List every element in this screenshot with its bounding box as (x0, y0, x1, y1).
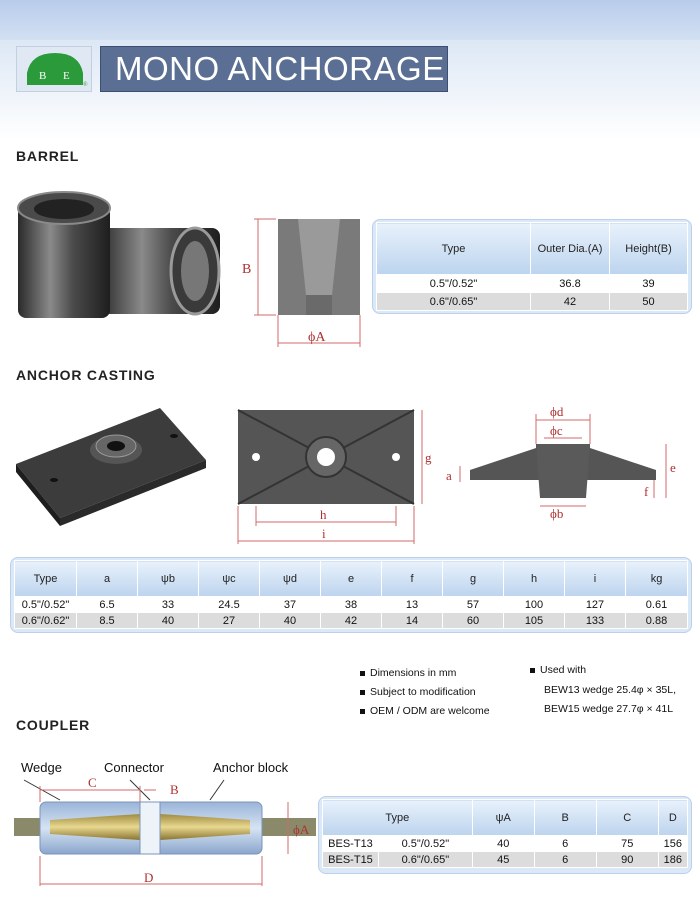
table-cell: 60 (443, 613, 504, 629)
callout-anchor-block: Anchor block (213, 760, 289, 775)
note-item: Subject to modification (360, 686, 476, 698)
table-cell: 37 (260, 597, 321, 613)
table-cell: 6.5 (77, 597, 138, 613)
table-cell: 45 (472, 852, 534, 868)
callout-wedge: Wedge (21, 760, 62, 775)
used-with-line: BEW15 wedge 27.7φ × 41L (544, 703, 674, 715)
table-cell: 0.88 (626, 613, 688, 629)
table-header: kg (626, 561, 688, 597)
table-cell: BES-T13 (323, 836, 379, 852)
casting-dim-e: e (670, 460, 676, 475)
table-row (15, 597, 688, 613)
table-header: C (596, 800, 658, 836)
table-cell: 40 (472, 836, 534, 852)
table-row (377, 293, 688, 311)
barrel-section-title: BARREL (16, 148, 80, 164)
table-cell: 0.6"/0.65" (377, 293, 531, 311)
logo-letter-b: B (39, 70, 47, 82)
barrel-photo (10, 188, 235, 328)
table-header: Type (377, 223, 531, 275)
table-cell: 57 (443, 597, 504, 613)
used-with-title: Used with (530, 664, 586, 676)
table-row (323, 836, 688, 852)
table-header: Outer Dia.(A) (531, 223, 610, 275)
table-header: a (77, 561, 138, 597)
table-header: D (658, 800, 687, 836)
table-header: ψd (260, 561, 321, 597)
table-cell: 0.6"/0.65" (379, 852, 473, 868)
barrel-section-drawing (236, 215, 366, 355)
table-header: ψc (199, 561, 260, 597)
logo-reg-mark: ® (83, 82, 88, 88)
table-header: Type (15, 561, 77, 597)
casting-dim-b: ϕb (550, 506, 564, 521)
table-cell: 90 (596, 852, 658, 868)
coupler-dim-a: ϕA (293, 822, 310, 837)
barrel-spec-table (376, 222, 688, 311)
table-cell: 40 (138, 613, 199, 629)
table-header: Type (323, 800, 473, 836)
page-title-box (100, 46, 448, 92)
table-row (377, 275, 688, 293)
table-cell: 36.8 (531, 275, 610, 293)
casting-dim-c: ϕc (550, 423, 563, 438)
note-item: OEM / ODM are welcome (360, 705, 490, 717)
table-cell: 38 (321, 597, 382, 613)
coupler-dim-c: C (88, 776, 97, 790)
table-cell: 0.6"/0.62" (15, 613, 77, 629)
logo-letter-e: E (63, 70, 70, 82)
table-cell: 39 (610, 275, 688, 293)
table-cell: 33 (138, 597, 199, 613)
table-row (15, 613, 688, 629)
table-cell: 0.61 (626, 597, 688, 613)
table-cell: 133 (565, 613, 626, 629)
anchor-casting-top-view (234, 406, 434, 546)
table-cell: 42 (531, 293, 610, 311)
table-header: g (443, 561, 504, 597)
table-header: i (565, 561, 626, 597)
casting-dim-h: h (320, 507, 327, 522)
table-cell: 6 (534, 836, 596, 852)
table-cell: 14 (382, 613, 443, 629)
barrel-dim-b: B (242, 262, 252, 277)
table-cell: 13 (382, 597, 443, 613)
used-with-line: BEW13 wedge 25.4φ × 35L, (544, 684, 677, 696)
casting-dim-d: ϕd (550, 404, 564, 419)
coupler-dim-b: B (170, 782, 179, 797)
table-cell: 156 (658, 836, 687, 852)
callout-connector: Connector (104, 760, 164, 775)
coupler-section-title: COUPLER (16, 717, 91, 733)
casting-dim-i: i (322, 526, 326, 541)
table-cell: 42 (321, 613, 382, 629)
table-cell: 105 (504, 613, 565, 629)
table-cell: 75 (596, 836, 658, 852)
table-header: Height(B) (610, 223, 688, 275)
top-gradient-band (0, 0, 700, 40)
anchor-casting-photo (10, 400, 215, 530)
page-title: MONO ANCHORAGE (115, 50, 445, 87)
table-cell: 0.5"/0.52" (15, 597, 77, 613)
casting-dim-a: a (446, 468, 452, 483)
table-cell: 186 (658, 852, 687, 868)
table-cell: 127 (565, 597, 626, 613)
table-cell: 50 (610, 293, 688, 311)
table-header: B (534, 800, 596, 836)
table-cell: 100 (504, 597, 565, 613)
table-cell: 27 (199, 613, 260, 629)
casting-dim-f: f (644, 484, 649, 499)
casting-spec-table (14, 560, 688, 629)
barrel-dim-a: ϕA (308, 330, 326, 345)
table-header: ψb (138, 561, 199, 597)
table-cell: 8.5 (77, 613, 138, 629)
coupler-spec-table (322, 799, 688, 868)
table-cell: 40 (260, 613, 321, 629)
table-header: h (504, 561, 565, 597)
table-header: e (321, 561, 382, 597)
note-item: Dimensions in mm (360, 667, 456, 679)
anchor-casting-side-view (440, 400, 690, 525)
table-row (323, 852, 688, 868)
table-cell: BES-T15 (323, 852, 379, 868)
coupler-dim-d: D (144, 870, 154, 885)
table-cell: 6 (534, 852, 596, 868)
table-header: f (382, 561, 443, 597)
anchor-casting-section-title: ANCHOR CASTING (16, 367, 156, 383)
table-cell: 0.5"/0.52" (379, 836, 473, 852)
table-header: ψA (472, 800, 534, 836)
coupler-drawing (10, 776, 320, 891)
table-cell: 0.5"/0.52" (377, 275, 531, 293)
casting-dim-g: g (425, 450, 432, 465)
brand-logo (16, 46, 92, 92)
table-cell: 24.5 (199, 597, 260, 613)
